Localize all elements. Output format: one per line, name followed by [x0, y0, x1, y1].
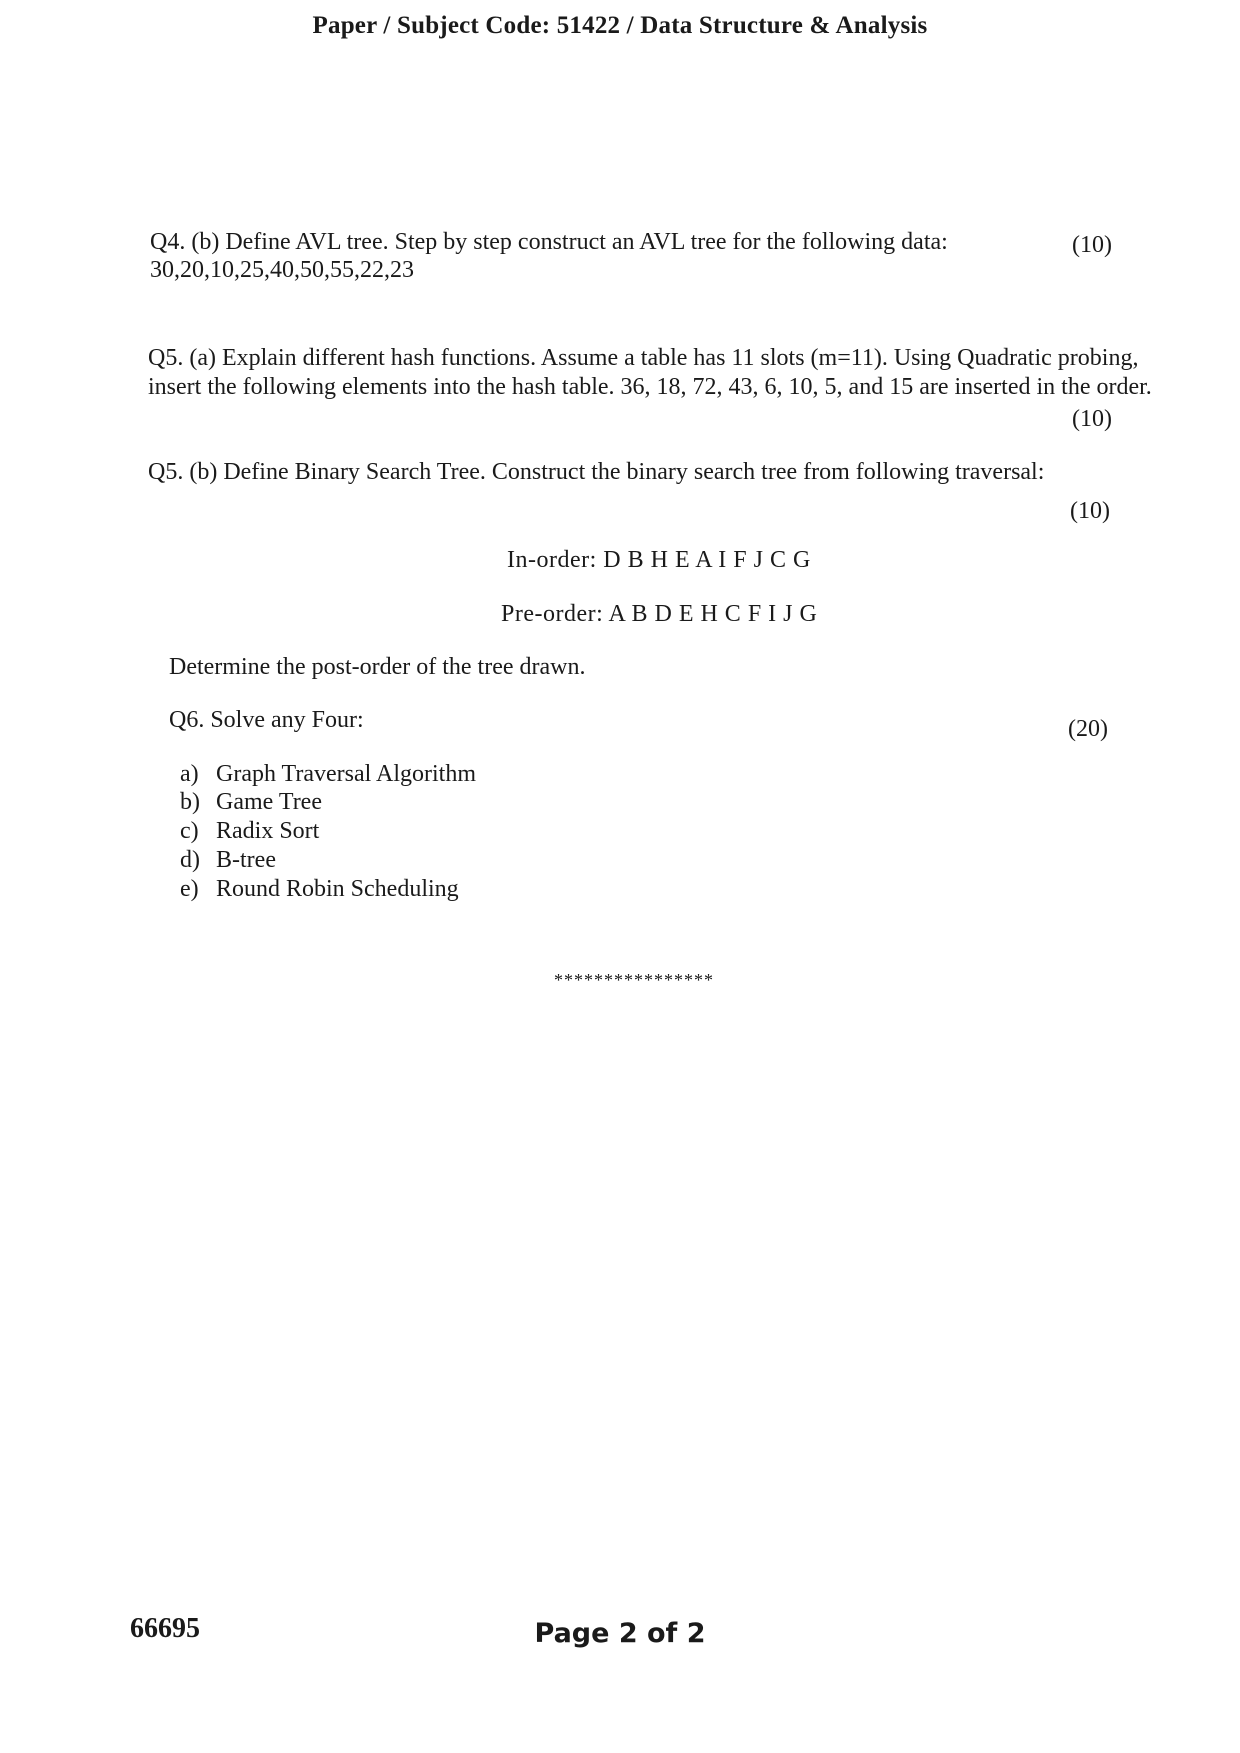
- q6-item-e: [180, 875, 459, 904]
- q5a-marks: (10): [1072, 406, 1112, 432]
- q4b-text-line1: Q4. (b) Define AVL tree. Step by step construct an AVL tree for the following data:: [150, 229, 948, 255]
- q5b-postorder-instruction: Determine the post-order of the tree drawn.: [169, 654, 586, 680]
- q6-item-letter: d): [180, 847, 200, 873]
- q6-item-c: [180, 817, 319, 846]
- q6-item-letter: e): [180, 876, 199, 902]
- q6-item-text: Game Tree: [216, 789, 322, 815]
- paper-code: 66695: [130, 1613, 200, 1644]
- q5b-marks: (10): [1070, 498, 1110, 524]
- q6-item-text: Graph Traversal Algorithm: [216, 761, 476, 787]
- q6-item-text: Radix Sort: [216, 818, 320, 844]
- q6-marks: (20): [1068, 716, 1108, 742]
- q5a-text-line2: insert the following elements into the hash table. 36, 18, 72, 43, 6, 10, 5, and 15 are inserted in the order.: [148, 374, 1152, 400]
- end-separator: ****************: [554, 970, 714, 990]
- q5a-text-line1: Q5. (a) Explain different hash functions. Assume a table has 11 slots (m=11). Using Quadratic probing,: [148, 345, 1139, 371]
- q6-item-d: [180, 846, 276, 875]
- q6-title: Q6. Solve any Four:: [169, 707, 364, 733]
- q5b-text-line1: Q5. (b) Define Binary Search Tree. Construct the binary search tree from following traversal:: [148, 459, 1045, 485]
- page-header-title: Paper / Subject Code: 51422 / Data Structure & Analysis: [312, 12, 928, 39]
- q6-item-text: B-tree: [216, 847, 276, 873]
- q6-item-letter: c): [180, 818, 199, 844]
- q6-item-letter: a): [180, 761, 199, 787]
- q6-item-b: [180, 788, 322, 817]
- q6-item-text: Round Robin Scheduling: [216, 876, 459, 902]
- q4b-marks: (10): [1072, 232, 1112, 258]
- page-number: Page 2 of 2: [534, 1618, 706, 1649]
- q6-item-a: [180, 760, 476, 789]
- preorder-traversal: Pre-order: A B D E H C F I J G: [501, 601, 818, 627]
- q6-item-letter: b): [180, 789, 200, 815]
- inorder-traversal: In-order: D B H E A I F J C G: [507, 547, 811, 573]
- q4b-text-line2: 30,20,10,25,40,50,55,22,23: [150, 257, 414, 283]
